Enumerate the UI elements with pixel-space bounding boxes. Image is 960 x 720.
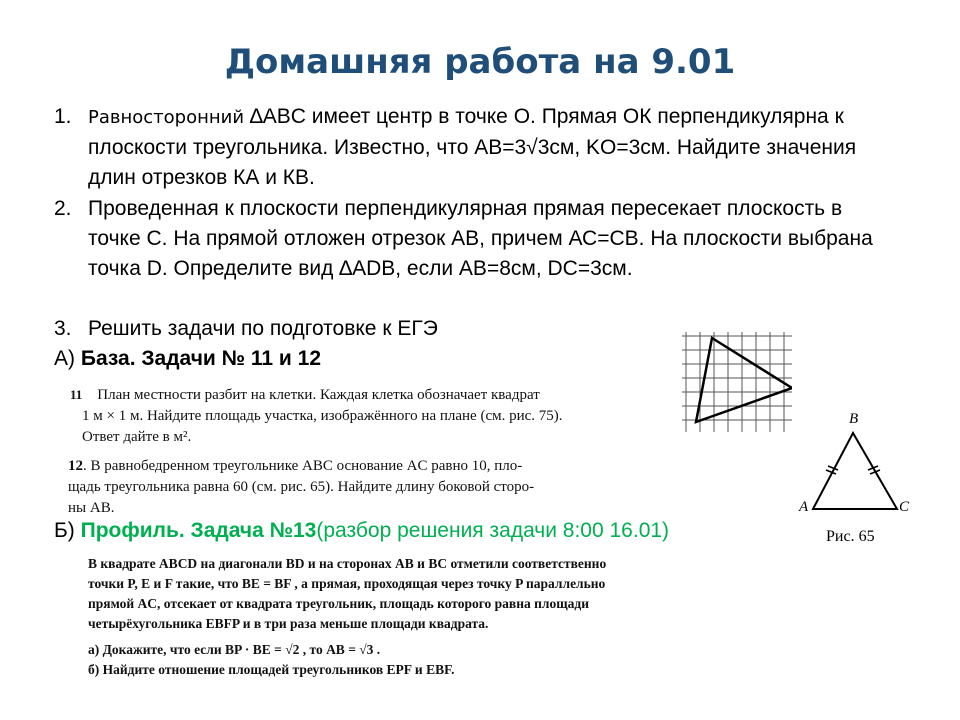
problem-line: щадь треугольника равна 60 (см. рис. 65). Найдите длину боковой сторо- [68,479,535,495]
page-title: Домашняя работа на 9.01 [224,42,736,82]
problem-number: 11 [70,387,83,402]
problem-line: ны AB. [68,500,115,516]
section-prefix: А) [54,347,81,370]
problem-part-b: б) Найдите отношение площадей треугольников EPF и EBF. [88,662,455,677]
task-number: 2. [54,197,72,220]
section-prefix: Б) [54,519,81,542]
section-a-label: База. Задачи № 11 и 12 [80,347,322,370]
problem-line: четырёхугольника EBFP и в три раза меньше площади квадрата. [88,616,489,631]
problem-line: Ответ дайте в м². [82,429,192,445]
task-text: Проведенная к плоскости перпендикулярная прямая пересекает плоскость в точке С. На прямой отложен отрезок AB, причем АС=СВ. На плоскости выбрана точка D. Определите вид ∆ADB, если АВ=8см, DC=3см. [88,197,873,280]
section-a-heading [54,347,321,371]
task-number: 3. [54,317,72,340]
vertex-label-a: A [799,499,809,515]
problem-line: В квадрате ABCD на диагонали BD и на сторонах AB и BC отметили соответственно [88,556,607,571]
problem-13 [88,554,748,680]
task-body: ∆ABC имеет центр в точке О. Прямая ОК перпендикулярна к плоскости треугольника. Известно, что AB=3√3см, KO=3см. Найдите значения длин отрезков КА и КВ. [88,105,857,189]
task-1 [54,102,894,193]
section-b-note: (разбор решения задачи 8:00 16.01) [316,519,670,542]
problem-line: точки P, E и F такие, что BE = BF , а прямая, проходящая через точку P параллельно [88,576,606,591]
section-b-label: Профиль. Задача №13 [80,519,317,542]
grid-plan-figure [682,332,792,432]
vertex-label-c: C [899,499,910,515]
problem-line: 1 м × 1 м. Найдите площадь участка, изображённого на плане (см. рис. 75). [82,408,563,424]
triangle-figure [795,405,920,520]
problem-line: . В равнобедренном треугольнике ABC основание AC равно 10, пло- [83,458,523,474]
task-2 [54,194,894,284]
figure-caption: Рис. 65 [826,528,875,545]
problem-line: прямой AC, отсекает от квадрата треугольник, площадь которого равна площади [88,596,589,611]
problem-11 [70,384,670,448]
task-lead-word: Равносторонний [88,107,245,128]
task-text [88,102,894,193]
problem-line: План местности разбит на клетки. Каждая клетка обозначает квадрат [97,387,540,403]
task-text: Решить задачи по подготовке к ЕГЭ [88,317,438,340]
vertex-label-b: B [849,411,859,427]
problem-number: 12 [68,458,83,474]
task-number: 1. [54,105,72,128]
section-b-heading [54,519,669,543]
problem-part-a: а) Докажите, что если BP · BE = √2 , то AB = √3 . [88,642,381,657]
problem-12 [68,456,628,519]
